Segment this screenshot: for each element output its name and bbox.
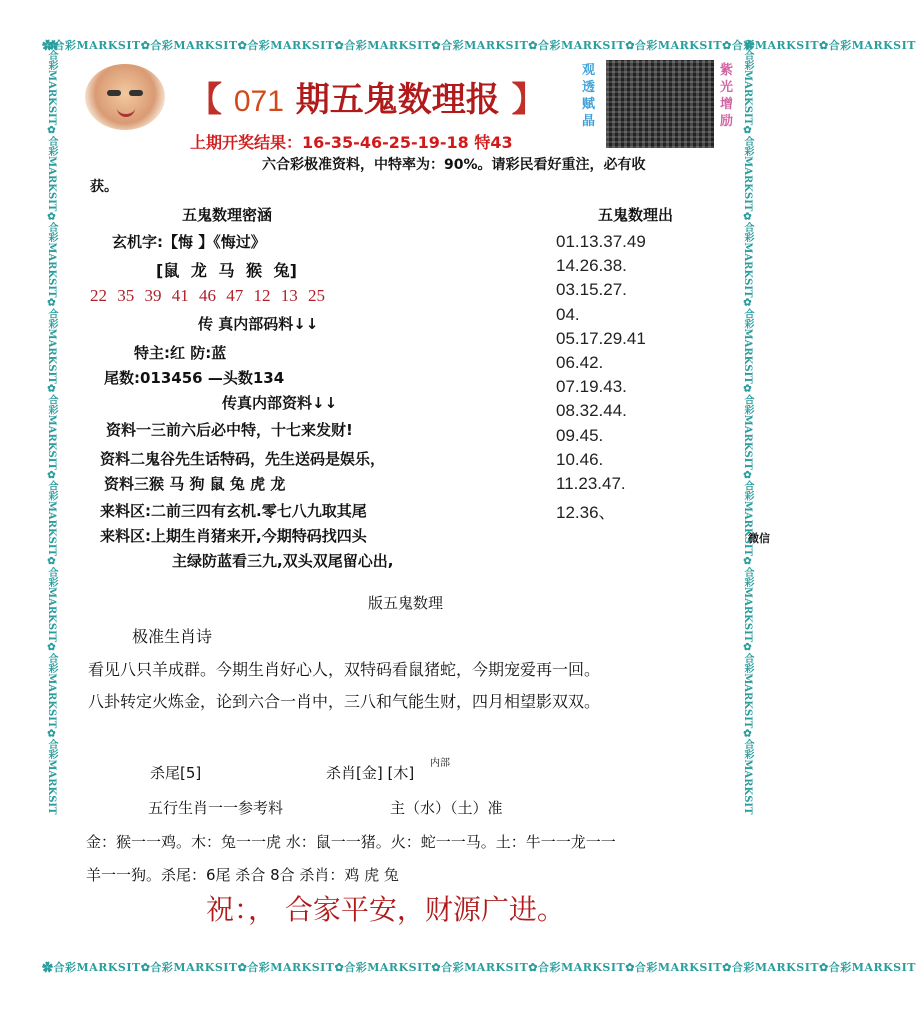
zodiac-list: [鼠 龙 马 猴 兔]	[156, 261, 297, 280]
number-row: 12.36、	[556, 503, 616, 523]
number-row: 09.45.	[556, 425, 604, 445]
poem-line-2: 八卦转定火炼金，论到六合一肖中，三八和气能生财，四月相望影双双。	[88, 692, 601, 711]
right-section-heading: 五鬼数理出	[598, 206, 674, 224]
intro-line-2: 获。	[90, 179, 118, 195]
laiyuan-3: 主绿防蓝看三九,双头双尾留心出,	[172, 552, 394, 570]
page-title	[188, 72, 546, 121]
ziliao-3: 资料三猴 马 狗 鼠 兔 虎 龙	[104, 475, 286, 493]
poem-line-1: 看见八只羊成群。今期生肖好心人，双特码看鼠猪蛇，今期宠爱再一回。	[88, 660, 601, 679]
title-text: 期五鬼数理报	[295, 80, 500, 120]
left-section-heading: 五鬼数理密涵	[182, 206, 273, 224]
wuxing-main: 主（水）（土）准	[390, 799, 503, 817]
fax-header-1: 传 真内部码料↓↓	[198, 315, 319, 333]
number-row: 11.23.47.	[556, 474, 626, 493]
avatar-mouth	[117, 108, 135, 117]
blessing: 祝：， 合家平安，财源广进。	[206, 893, 565, 926]
wuxing-title: 五行生肖一一参考料	[148, 799, 284, 817]
number-row: 01.13.37.49	[556, 232, 646, 251]
number-row: 14.26.38.	[556, 256, 627, 276]
kill-tail: 杀尾[5]	[150, 764, 202, 782]
last-result: 上期开奖结果：16-35-46-25-19-18 特43	[190, 133, 513, 152]
laiyuan-1: 来料区:二前三四有玄机.零七八九取其尾	[100, 502, 367, 520]
number-row: 03.15.27.	[556, 280, 627, 300]
border-bottom: ✿合彩MARKSIT✿合彩MARKSIT✿合彩MARKSIT✿合彩MARKSIT✿合彩MARKSIT✿合彩MARKSIT✿合彩MARKSIT✿合彩MARKSIT✿合彩MARKSIT	[42, 961, 916, 974]
wechat-label: 微信	[748, 532, 770, 545]
border-right: ✿合彩MARKSIT✿合彩MARKSIT✿合彩MARKSIT✿合彩MARKSIT✿合彩MARKSIT✿合彩MARKSIT✿合彩MARKSIT✿合彩MARKSIT✿合彩MARKSIT	[742, 40, 753, 815]
xuanji-text: 玄机字:【悔 】《悔过》	[112, 233, 266, 251]
avatar-eye-left	[107, 90, 121, 96]
number-row: 07.19.43.	[556, 377, 627, 397]
number-row: 06.42.	[556, 353, 604, 372]
title-bracket-right: 】	[511, 80, 546, 120]
ziliao-2: 资料二鬼谷先生话特码，先生送码是娱乐，	[100, 450, 386, 468]
number-row: 04.	[556, 304, 580, 324]
red-numbers: 22 35 39 41 46 47 12 13 25	[90, 286, 325, 305]
wuxing-line-1: 金：猴一一鸡。木：兔一一虎 水：鼠一一猪。火：蛇一一马。土：牛一一龙一一	[86, 833, 616, 851]
wuxing-line-2: 羊一一狗。杀尾：6尾 杀合 8合 杀肖：鸡 虎 兔	[86, 866, 399, 884]
avatar	[85, 64, 165, 130]
weishu-text: 尾数:013456 —头数134	[104, 369, 285, 387]
tezhu-text: 特主:红 防:蓝	[134, 344, 227, 362]
ziliao-1: 资料一三前六后必中特，十七来发财!	[106, 421, 353, 439]
side-label-left: 观透赋晶	[582, 63, 596, 129]
kill-zodiac: 杀肖[金] [木]	[326, 764, 415, 782]
laiyuan-2: 来料区:上期生肖猪来开,今期特码找四头	[100, 527, 367, 545]
fax-header-2: 传真内部资料↓↓	[222, 394, 338, 412]
side-label-right: 紫光增励	[720, 63, 734, 129]
title-bracket-left: 【	[188, 80, 222, 120]
internal-note: 内部	[430, 758, 450, 769]
qr-code[interactable]	[606, 60, 714, 148]
issue-number: 071	[233, 85, 284, 118]
avatar-eye-right	[129, 90, 143, 96]
number-row: 05.17.29.41	[556, 328, 646, 348]
poem-title: 极准生肖诗	[132, 627, 213, 646]
border-top: ✿合彩MARKSIT✿合彩MARKSIT✿合彩MARKSIT✿合彩MARKSIT✿合彩MARKSIT✿合彩MARKSIT✿合彩MARKSIT✿合彩MARKSIT✿合彩MARKSIT	[42, 39, 916, 52]
number-row: 10.46.	[556, 449, 604, 469]
version-title: 版五鬼数理	[368, 594, 444, 612]
intro-line-1: 六合彩极准资料，中特率为：90%。请彩民看好重注，必有收	[262, 157, 646, 173]
border-left: ✿合彩MARKSIT✿合彩MARKSIT✿合彩MARKSIT✿合彩MARKSIT✿合彩MARKSIT✿合彩MARKSIT✿合彩MARKSIT✿合彩MARKSIT✿合彩MARKSIT	[46, 40, 57, 815]
number-row: 08.32.44.	[556, 401, 627, 421]
